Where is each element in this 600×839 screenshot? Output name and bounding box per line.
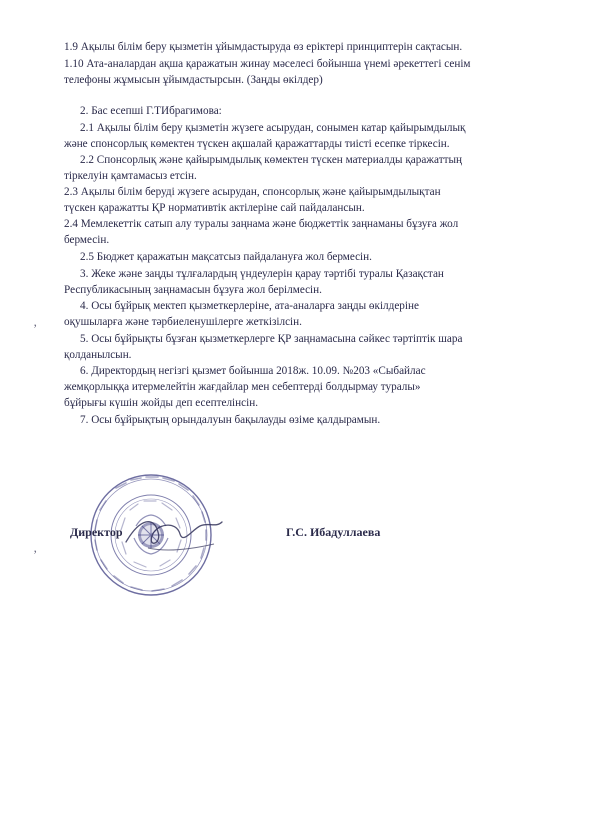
paragraph-1-10 [64, 56, 578, 89]
paragraph-6 [80, 363, 578, 379]
text-line: тіркелуін қамтамасыз етсін. [64, 170, 197, 182]
section-2-heading [80, 103, 578, 119]
paragraph-2-1 [80, 120, 578, 136]
text-line: телефоны жұмысын ұйымдастырсын. (Заңды өкілдер) [64, 74, 323, 87]
text-line: 2.3 Ақылы білім беруді жүзеге асырудан, спонсорлық және қайырымдылықтан [64, 186, 441, 198]
text-line: және спонсорлық көмектен түскен ақшалай қаражаттарды тиісті есепке тіркесін. [64, 138, 450, 150]
paragraph-6-cont [64, 379, 578, 412]
text-line: 6. Директордың негізгі қызмет бойынша 2018ж. 10.09. №203 «Сыбайлас [80, 365, 426, 377]
margin-mark: ‚ [33, 540, 38, 555]
text-line: 2.1 Ақылы білім беру қызметін жүзеге асырудан, сонымен катар қайырымдылық [80, 122, 466, 134]
paragraph-5-cont [64, 347, 578, 363]
paragraph-2-2 [80, 152, 578, 168]
paragraph-7 [80, 412, 578, 428]
paragraph-5 [80, 331, 578, 347]
paragraph-2-1-cont [64, 136, 578, 152]
text-line: 7. Осы бұйрықтың орындалуын бақылауды өзіме қалдырамын. [80, 414, 381, 426]
text-line: оқушыларға және тәрбиеленушілерге жеткізілсін. [64, 316, 302, 328]
text-line: бермесін. [64, 234, 110, 247]
signatory-name: Г.С. Ибадуллаева [286, 525, 381, 539]
text-line: 2.4 Мемлекеттік сатып алу туралы заңнама және бюджеттік заңнаманы бұзуға жол [64, 218, 459, 230]
text-line: қолданылсын. [64, 349, 132, 361]
paragraph-3-cont [64, 282, 578, 298]
paragraph-1-9 [64, 39, 578, 55]
signature-block [70, 521, 510, 551]
paragraph-2-4 [64, 216, 578, 249]
text-line: 1.10 Ата-аналардан ақша қаражатын жинау мәселесі бойынша үнемі әрекеттегі сенім [64, 58, 471, 70]
text-line: 2. Бас есепші Г.ТИбрагимова: [80, 105, 222, 117]
text-line: жемқорлыққа итермелейтін жағдайлар мен себептерді болдырмау туралы» [64, 381, 421, 393]
paragraph-2-2-cont [64, 168, 578, 184]
text-line: 5. Осы бұйрықты бұзған қызметкерлерге ҚР заңнамасына сәйкес тәртіптік шара [80, 333, 463, 345]
paragraph-3 [80, 266, 578, 282]
paragraph-2-3 [64, 184, 578, 217]
paragraph-4-cont [64, 314, 578, 330]
text-line: бұйрығы күшін жойды деп есептелінсін. [64, 397, 258, 410]
text-line: Республикасының заңнамасын бұзуға жол берілмесін. [64, 284, 322, 296]
text-line: 1.9 Ақылы білім беру қызметін ұйымдастыруда өз еріктері принциптерін сақтасын. [64, 41, 463, 53]
text-line: 2.2 Спонсорлық және қайырымдылық көмектен түскен материалды қаражаттың [80, 154, 462, 166]
text-line: түскен қаражатты ҚР нормативтік актілеріне сай пайдалансын. [64, 202, 365, 215]
text-line: 2.5 Бюджет қаражатын мақсатсыз пайдалануға жол бермесін. [80, 251, 372, 263]
text-line: 4. Осы бұйрық мектеп қызметкерлеріне, ата-аналарға заңды өкілдеріне [80, 300, 419, 312]
text-line: 3. Жеке және заңды тұлғалардың үндеулерін қарау тәртібі туралы Қазақстан [80, 268, 444, 280]
paragraph-2-5 [80, 249, 578, 265]
signatory-title: Директор [70, 525, 123, 539]
paragraph-4 [80, 298, 578, 314]
margin-mark: ‚ [33, 314, 38, 329]
